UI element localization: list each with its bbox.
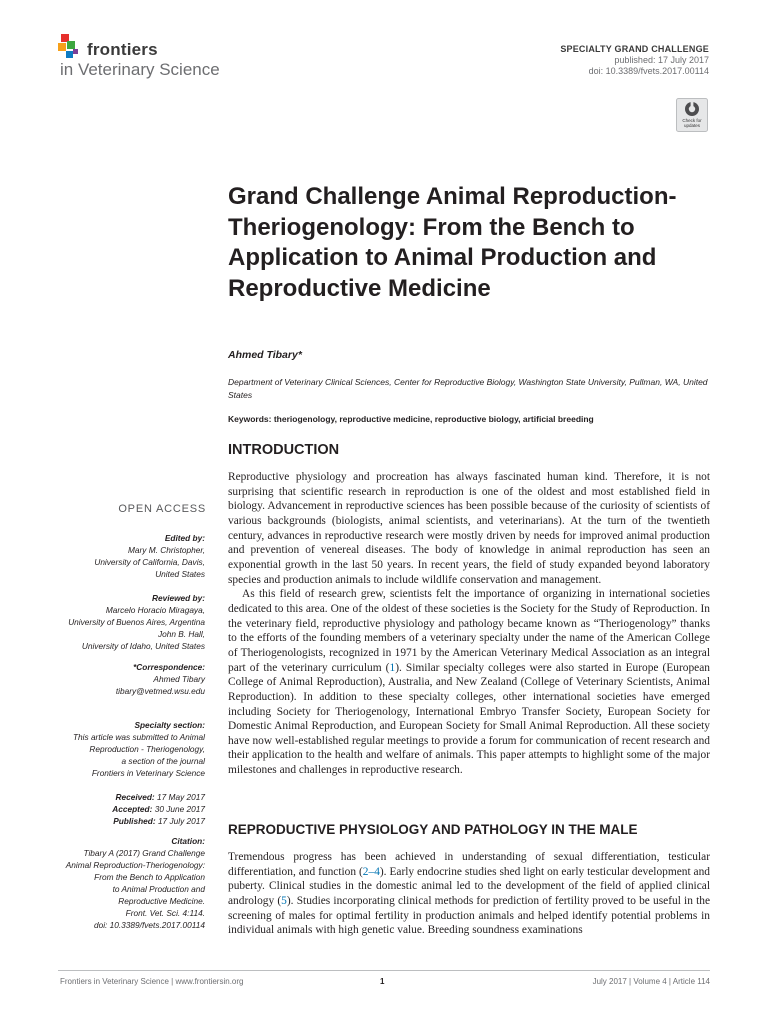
edited-by: Edited by: Mary M. Christopher, University of California, Davis, United States	[25, 532, 205, 580]
journal-brand-name: frontiers	[87, 40, 158, 59]
paragraph: As this field of research grew, scientists felt the importance of organizing in international societies dedicated to this area. One of the oldest of these societies is the Society for the Study of Reproduction. In the veterinary field, reproductive physiology and pathology became known as “Theriogenology” thanks to the efforts of the founding members of a veterinary specialty under the name of the American College of Theriogenologists, recognized in 1971 by the American Veterinary Medical Association as an integral part of the veterinary curriculum (1). Similar specialty colleges were also started in Europe (European College of Animal Reproduction), Australia, and New Zealand (College of Veterinary Scientists, Animal Reproduction). In addition to these specialty colleges, other international societies have emerged including Society for Theriogenology, International Embryo Transfer Society, European Society for Domestic Animal Reproduction, and European Society for Small Animal Reproduction. All these society have now well-established regular meetings to provide a forum for communication of recent research and their application to the health and welfare of animals. This paper attempts to highlight some of the major milestones and challenges in reproductive research.	[228, 588, 710, 777]
specialty-section-label: Specialty section:	[134, 720, 205, 730]
reviewed-by-label: Reviewed by:	[151, 593, 205, 603]
reference-link[interactable]: 5	[281, 894, 287, 907]
footer-issue-info: July 2017 | Volume 4 | Article 114	[592, 977, 710, 986]
paragraph: Tremendous progress has been achieved in understanding of sexual differentiation, testicular differentiation, and function (2–4). Early endocrine studies shed light on early testicular development and puberty. Clinical studies in the domestic animal led to the development of the field of applied clinical andrology (5). Studies incorporating clinical methods for prediction of fertility proved to be useful in the screening of males for optimal fertility in production animals and helped identify potential problems in individual animals with high genetic value. Breeding soundness examinations	[228, 851, 710, 937]
reviewed-by: Reviewed by: Marcelo Horacio Miragaya, University of Buenos Aires, Argentina John B. Hall, University of Idaho, United States	[25, 592, 205, 652]
check-for-updates-label: Check for updates	[682, 118, 702, 128]
journal-subtitle: in Veterinary Science	[60, 60, 220, 79]
correspondence-email[interactable]: tibary@vetmed.wsu.edu	[115, 686, 205, 696]
doi[interactable]: doi: 10.3389/fvets.2017.00114	[588, 66, 709, 76]
footer-journal-site[interactable]: Frontiers in Veterinary Science | www.frontiersin.org	[60, 977, 244, 986]
reference-link[interactable]: 2–4	[362, 865, 380, 878]
keywords-label: Keywords:	[228, 414, 272, 424]
affiliation: Department of Veterinary Clinical Sciences, Center for Reproductive Biology, Washington State University, Pullman, WA, United States	[228, 377, 708, 400]
keywords	[228, 414, 708, 424]
author: Ahmed Tibary*	[228, 349, 302, 361]
article-dates: Received: 17 May 2017 Accepted: 30 June 2017 Published: 17 July 2017	[112, 792, 205, 826]
page-number: 1	[380, 977, 385, 986]
specialty-section: Specialty section: This article was submitted to Animal Reproduction - Theriogenology, a section of the journal Frontiers in Veterinary Science	[25, 719, 205, 779]
correspondence: *Correspondence: Ahmed Tibary tibary@vetmed.wsu.edu	[25, 661, 205, 697]
open-access-label: OPEN ACCESS	[118, 503, 206, 515]
article-meta-header	[560, 44, 709, 77]
footer-divider	[58, 970, 710, 971]
citation: Citation: Tibary A (2017) Grand Challenge Animal Reproduction-Theriogenology: From the Bench to Application to Animal Production and Reproductive Medicine. Front. Vet. Sci. 4:114. doi: 10.3389/fvets.2017.00114	[25, 835, 205, 931]
published-date: published: 17 July 2017	[614, 55, 709, 65]
paragraph: Reproductive physiology and procreation has always fascinated human kind. Therefore, it is not surprising that scientific research in reproduction is one of the oldest and most established field in biology. Advancement in reproductive sciences has been possible because of the curiosity of scientists of various backgrounds (biologists, animal scientists, and veterinarians). At the turn of the twentieth century, advances in reproductive research were mostly driven by needs for improved animal production and prevention of venereal diseases. The body of knowledge in animal reproduction has seen an exponential growth in the last 50 years. In recent years, the field of study expanded beyond laboratory species and production animals to include wildlife conservation and management.	[228, 471, 710, 586]
keywords-list: theriogenology, reproductive medicine, reproductive biology, artificial breeding	[273, 414, 594, 424]
reference-link[interactable]: 1	[389, 661, 396, 674]
article-title: Grand Challenge Animal Reproduction-Theriogenology: From the Bench to Application to Animal Production and Reproductive Medicine	[228, 183, 677, 302]
article-type: SPECIALTY GRAND CHALLENGE	[560, 44, 709, 54]
section-heading-introduction: INTRODUCTION	[228, 442, 340, 458]
section-heading-male: REPRODUCTIVE PHYSIOLOGY AND PATHOLOGY IN THE MALE	[228, 822, 638, 837]
edited-by-label: Edited by:	[164, 533, 205, 543]
male-section-body	[228, 850, 710, 938]
citation-label: Citation:	[171, 836, 205, 846]
introduction-body	[228, 470, 710, 778]
correspondence-label: *Correspondence:	[133, 662, 205, 672]
